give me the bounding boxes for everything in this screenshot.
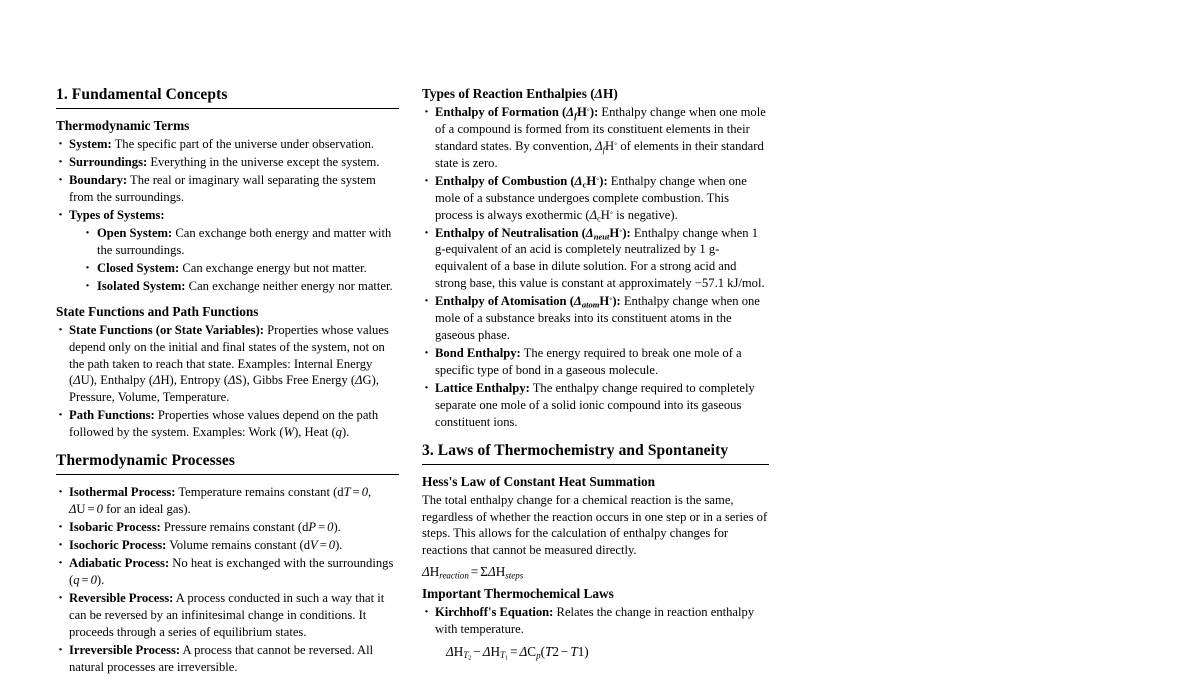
list-item [84, 278, 399, 295]
list-item [84, 260, 399, 277]
list-item [56, 136, 399, 153]
list-item [422, 604, 769, 661]
term-definition: A process that cannot be reversed. All natural processes are irreversible. [69, 642, 374, 674]
math-delta-c-h-std: $\Delta_cH^◦$ [574, 173, 600, 190]
term-label [435, 294, 621, 308]
term-label: Adiabatic Process: [69, 556, 170, 571]
math-delta-f-h-std: $\Delta_fH^◦$ [595, 138, 618, 155]
term-definition: Enthalpy change when 1 g-equivalent of an acid is completely neutralized by 1 g-equivalent of a base in dilute solution. For a strong acid and strong base, this value is constant at approximately [435, 225, 758, 291]
term-tail: ): [599, 173, 608, 188]
term-definition: ), Entropy ( [169, 373, 228, 388]
term-definition: Enthalpy change when one mole of a compound is formed from its constituent elements in their standard states. By convention, [435, 104, 766, 153]
section-rule [56, 108, 399, 109]
term-definition: Enthalpy change when one mole of a substance breaks into its constituent atoms in the gaseous phase. [435, 294, 760, 343]
term-tail: ): [622, 225, 631, 240]
term-label [435, 226, 631, 240]
math-delta-atom-h-std: $\Delta_{atom}H^◦$ [573, 293, 613, 310]
list-item [56, 407, 399, 441]
math-heat-q: q [335, 425, 342, 440]
term-definition: Properties whose values depend only on the initial and final states of the system, not on the path taken to reach that state. Examples: Internal Energy ( [69, 322, 389, 388]
math-dv-zero: dV = 0 [303, 538, 336, 553]
list-item [422, 225, 769, 293]
section-heading-laws-thermochemistry: 3. Laws of Thermochemistry and Spontaneity [422, 441, 729, 459]
list-item [56, 172, 399, 206]
math-delta-u-zero: ΔU = 0 [69, 502, 103, 517]
term-label: State Functions (or State Variables): [69, 322, 264, 337]
math-work-w: W [283, 425, 295, 440]
right-column [422, 86, 769, 672]
term-tail: ): [589, 104, 599, 119]
term-definition: Pressure remains constant ( [160, 520, 303, 535]
term-label: Surroundings: [69, 155, 148, 170]
term-definition: ), Enthalpy ( [89, 373, 154, 388]
list-item [56, 642, 399, 676]
term-definition: Volume remains constant ( [166, 538, 304, 553]
term-definition: Relates the change in reaction enthalpy with temperature. [435, 604, 755, 636]
term-definition: . [761, 276, 765, 291]
term-label: Reversible Process: [69, 591, 174, 606]
term-definition: The real or imaginary wall separating the system from the surroundings. [69, 173, 376, 205]
term-definition: ). [335, 538, 343, 553]
list-item [56, 207, 399, 295]
state-path-functions-list [56, 322, 399, 442]
thermochemical-laws-list [422, 604, 769, 661]
term-label: Isobaric Process: [69, 520, 161, 535]
math-delta-u: ΔU [73, 373, 90, 388]
math-delta-h: ΔH [153, 373, 170, 388]
term-definition: ). [96, 573, 105, 588]
equation-kirchhoff: $\Delta H_{T_2}- \Delta H_{T_1}= \Delta C_p(T2 - T1)$ [446, 643, 589, 662]
thermodynamic-processes-list [56, 484, 399, 675]
term-definition: ), Gibbs Free Energy ( [242, 373, 356, 388]
term-definition: Enthalpy change when one mole of a substance undergoes complete combustion. This process is always exothermic ( [435, 173, 747, 222]
term-definition: A process conducted in such a way that it can be reversed by an infinitesimal change in conditions. It proceeds through a series of equilibrium states. [69, 591, 385, 639]
term-text: Enthalpy of Atomisation ( [435, 294, 574, 309]
term-label: Path Functions: [69, 408, 155, 423]
term-definition: ). [333, 520, 341, 535]
term-label: Lattice Enthalpy: [435, 380, 530, 395]
term-definition: , [368, 485, 372, 500]
subsection-heading-reaction-enthalpies [422, 86, 769, 102]
list-item [84, 225, 399, 259]
term-label: System: [69, 137, 112, 152]
list-item [422, 104, 769, 172]
term-label: Kirchhoff's Equation: [435, 604, 554, 619]
term-text: Enthalpy of Combustion ( [435, 173, 575, 188]
term-label: Irreversible Process: [69, 642, 181, 657]
term-definition: ), Heat ( [294, 425, 336, 440]
math-delta-c-h-std: $\Delta_cH^◦$ [589, 206, 614, 223]
reaction-enthalpies-list [422, 104, 769, 431]
term-definition: Properties whose values depend on the path followed by the system. Examples: Work ( [69, 408, 379, 440]
thermodynamic-terms-list [56, 136, 399, 294]
term-label: Isothermal Process: [69, 485, 176, 500]
term-definition: The specific part of the universe under observation. [111, 137, 375, 152]
term-definition: of elements in their standard state is zero. [435, 138, 764, 170]
math-delta-f-h-std: $\Delta_fH^◦$ [566, 104, 590, 121]
list-item [56, 322, 399, 407]
list-item [56, 590, 399, 641]
section-thermodynamic-processes [56, 452, 399, 676]
term-definition: The enthalpy change required to completely separate one mole of a solid ionic compound into its gaseous constituent ions. [435, 380, 755, 429]
list-item [56, 519, 399, 536]
term-text: Enthalpy of Neutralisation ( [435, 225, 586, 240]
subsection-state-and-path-functions [56, 304, 399, 442]
heading-tail: ) [613, 86, 618, 101]
list-item [422, 380, 769, 431]
subsection-heading-state-path-functions: State Functions and Path Functions [56, 303, 259, 319]
section-rule [56, 474, 399, 475]
math-dp-zero: dP = 0 [302, 520, 334, 535]
math-delta-neut-h-std: $\Delta_{neut}H^◦$ [585, 224, 623, 241]
term-label: Isochoric Process: [69, 538, 167, 553]
term-text: Enthalpy of Formation ( [435, 104, 567, 119]
term-definition: Everything in the universe except the system. [147, 155, 380, 170]
subsection-heading-thermodynamic-terms: Thermodynamic Terms [56, 118, 190, 134]
term-label [435, 105, 598, 119]
term-definition: ), Pressure, Volume, Temperature. [69, 373, 379, 405]
term-label: Closed System: [97, 260, 180, 275]
math-neutralisation-value: −57.1 kJ/mol [694, 276, 762, 291]
term-definition: Temperature remains constant ( [175, 485, 338, 500]
math-delta-g: ΔG [355, 373, 372, 388]
term-definition: No heat is exchanged with the surroundings ( [69, 556, 394, 588]
term-definition: is negative). [613, 207, 678, 222]
math-delta-s: ΔS [227, 373, 243, 388]
list-item [56, 555, 399, 589]
list-item [422, 173, 769, 224]
term-definition: for an ideal gas). [102, 502, 191, 517]
section-heading-thermodynamic-processes: Thermodynamic Processes [56, 452, 235, 470]
list-item [422, 345, 769, 379]
term-definition: The energy required to break one mole of a specific type of bond in a gaseous molecule. [435, 346, 742, 378]
term-label: Isolated System: [97, 278, 186, 293]
math-dt-zero: dT = 0 [337, 485, 369, 500]
list-item [422, 293, 769, 344]
term-label [435, 174, 608, 188]
heading-text: Types of Reaction Enthalpies ( [422, 86, 595, 101]
term-tail: ): [612, 294, 621, 309]
list-item [56, 537, 399, 554]
term-label: Open System: [97, 225, 173, 240]
hess-law-body: The total enthalpy change for a chemical reaction is the same, regardless of whether the reaction occurs in one step or in a series of steps. This allows for the calculation of enthalpy changes for reactions that cannot be measured directly. [422, 493, 768, 558]
subsection-thermodynamic-terms [56, 118, 399, 294]
left-column [56, 86, 399, 687]
math-delta-h: ΔH [594, 86, 614, 101]
term-label: Bond Enthalpy: [435, 346, 521, 361]
term-definition: Can exchange both energy and matter with the surroundings. [97, 225, 392, 257]
term-definition: Can exchange neither energy nor matter. [185, 278, 393, 293]
list-item [56, 484, 399, 518]
section-types-of-reaction-enthalpies [422, 86, 769, 431]
section-fundamental-concepts [56, 86, 399, 441]
math-q-zero: q = 0 [73, 573, 97, 588]
subsection-heading-thermochemical-laws: Important Thermochemical Laws [422, 585, 614, 601]
types-of-systems-sublist [69, 225, 399, 295]
section-heading-fundamental-concepts: 1. Fundamental Concepts [56, 86, 228, 103]
term-label: Types of Systems: [69, 207, 165, 222]
equation-hess-law: $\Delta H_{reaction} = \Sigma\Delta H_{steps}$ [422, 563, 524, 581]
term-definition: Can exchange energy but not matter. [179, 260, 367, 275]
term-label: Boundary: [69, 173, 128, 188]
subsection-heading-hess-law: Hess's Law of Constant Heat Summation [422, 474, 656, 490]
section-rule [422, 464, 769, 465]
list-item [56, 154, 399, 171]
section-laws-of-thermochemistry [422, 442, 769, 661]
term-definition: ). [341, 425, 350, 440]
